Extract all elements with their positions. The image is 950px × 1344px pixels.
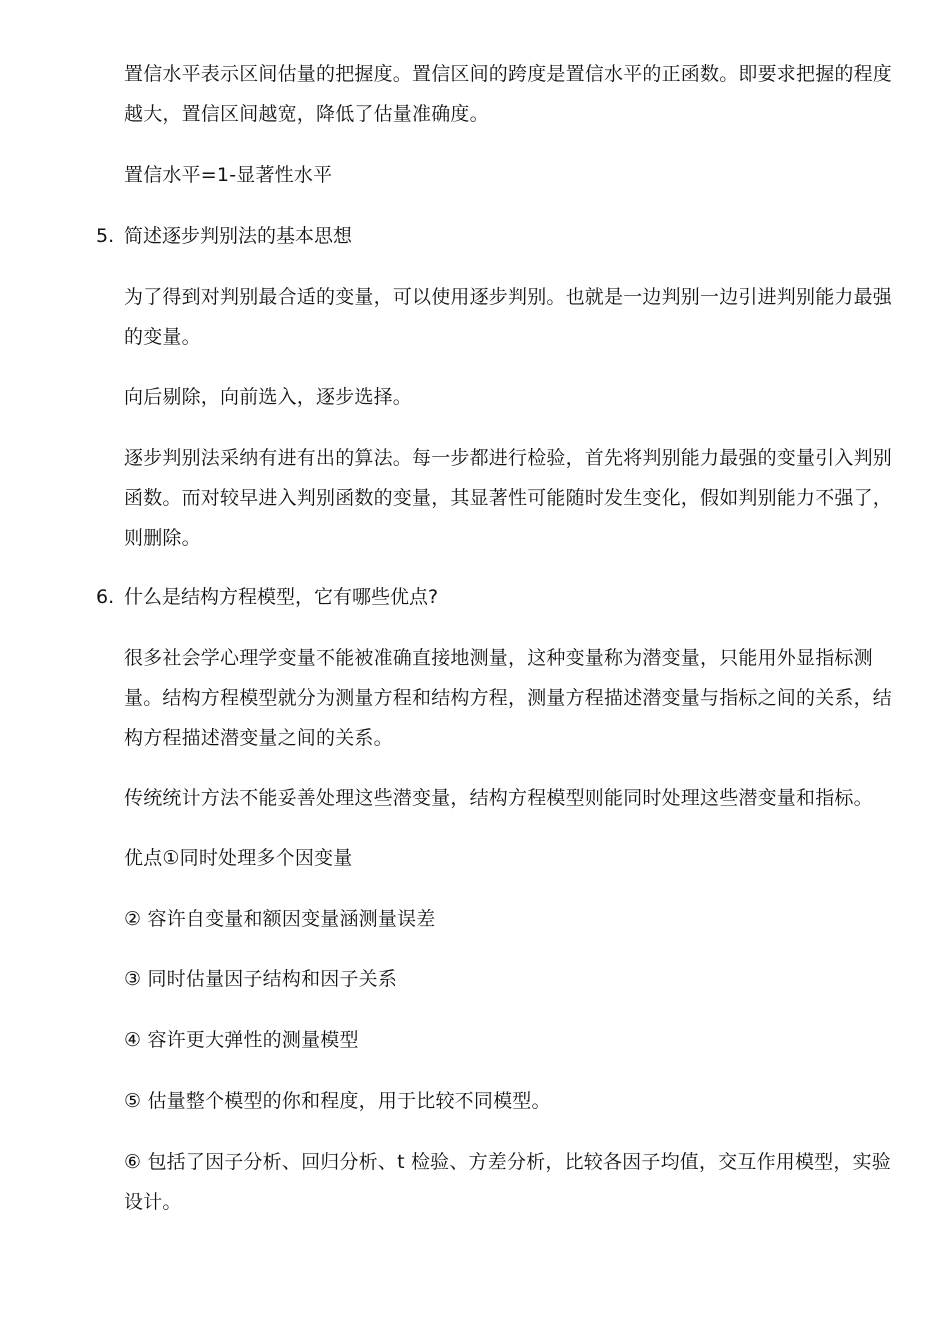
question-5-title: 简述逐步判别法的基本思想 xyxy=(124,225,353,247)
q6-advantage-3: ③ 同时估量因子结构和因子关系 xyxy=(124,968,398,990)
q6-advantage-6: ⑥ 包括了因子分析、回归分析、t 检验、方差分析，比较各因子均值，交互作用模型，实验设计。 xyxy=(124,1151,891,1213)
question-6-title: 什么是结构方程模型，它有哪些优点? xyxy=(124,586,439,608)
paragraph-confidence-level: 置信水平表示区间估量的把握度。置信区间的跨度是置信水平的正函数。即要求把握的程度越大，置信区间越宽，降低了估量准确度。 xyxy=(124,63,893,125)
paragraph-confidence-formula: 置信水平=1-显著性水平 xyxy=(124,164,333,186)
question-5-heading xyxy=(96,216,896,256)
q6-advantage-2: ② 容许自变量和额因变量涵测量误差 xyxy=(124,908,436,930)
q6-paragraph-2: 传统统计方法不能妥善处理这些潜变量，结构方程模型则能同时处理这些潜变量和指标。 xyxy=(124,787,873,809)
q6-advantage-4: ④ 容许更大弹性的测量模型 xyxy=(124,1029,359,1051)
q5-paragraph-1: 为了得到对判别最合适的变量，可以使用逐步判别。也就是一边判别一边引进判别能力最强的变量。 xyxy=(124,286,893,348)
q5-paragraph-2: 向后剔除，向前选入，逐步选择。 xyxy=(124,386,413,408)
question-5-number: 5. xyxy=(96,225,115,247)
q5-paragraph-3: 逐步判别法采纳有进有出的算法。每一步都进行检验，首先将判别能力最强的变量引入判别函数。而对较早进入判别函数的变量，其显著性可能随时发生变化，假如判别能力不强了，则删除。 xyxy=(124,447,893,549)
q6-paragraph-1: 很多社会学心理学变量不能被准确直接地测量，这种变量称为潜变量，只能用外显指标测量。结构方程模型就分为测量方程和结构方程，测量方程描述潜变量与指标之间的关系，结构方程描述潜变量之间的关系。 xyxy=(124,647,893,749)
question-6-number: 6. xyxy=(96,586,115,608)
question-6-heading xyxy=(96,577,896,617)
q6-advantage-5: ⑤ 估量整个模型的你和程度，用于比较不同模型。 xyxy=(124,1090,551,1112)
q6-advantage-1: 优点①同时处理多个因变量 xyxy=(124,847,353,869)
